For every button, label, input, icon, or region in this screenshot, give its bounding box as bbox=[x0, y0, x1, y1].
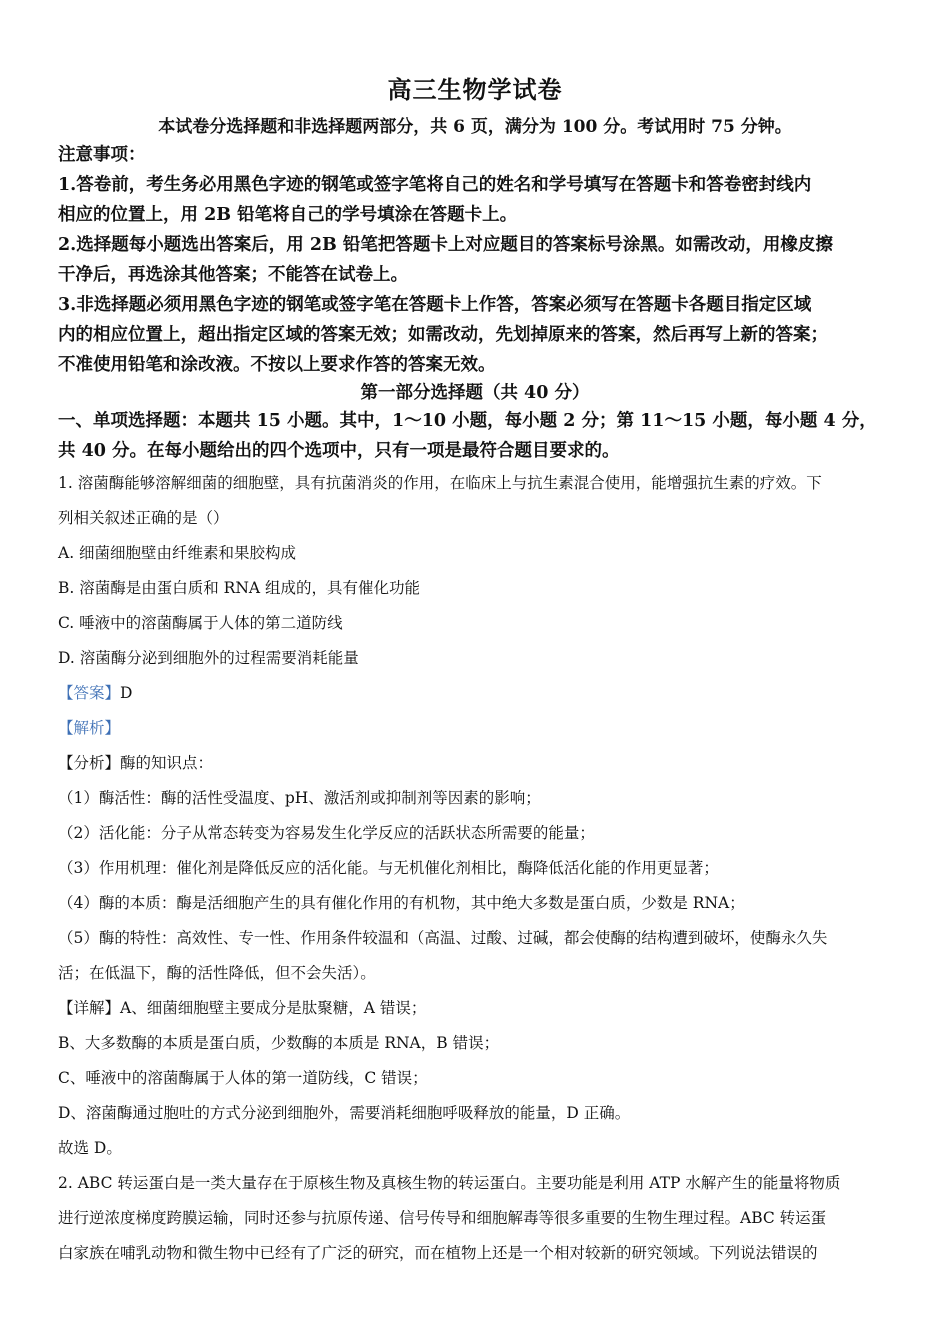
analysis-point: （4）酶的本质：酶是活细胞产生的具有催化作用的有机物，其中绝大多数是蛋白质，少数是 RNA； bbox=[58, 894, 745, 912]
notice-line: 干净后，再选涂其他答案；不能答在试卷上。 bbox=[58, 265, 408, 285]
notice-line: 相应的位置上，用 2B 铅笔将自己的学号填涂在答题卡上。 bbox=[58, 205, 518, 225]
analysis-point: （1）酶活性：酶的活性受温度、pH、激活剂或抑制剂等因素的影响； bbox=[58, 789, 541, 807]
question-stem: 白家族在哺乳动物和微生物中已经有了广泛的研究，而在植物上还是一个相对较新的研究领域。下列说法错误的 bbox=[58, 1244, 818, 1262]
notice-line: 2.选择题每小题选出答案后，用 2B 铅笔把答题卡上对应题目的答案标号涂黑。如需改动，用橡皮擦 bbox=[58, 235, 833, 255]
option-d: D. 溶菌酶分泌到细胞外的过程需要消耗能量 bbox=[58, 649, 359, 667]
analysis-tag: 【解析】 bbox=[58, 719, 121, 737]
notice-section bbox=[58, 140, 892, 380]
conclusion: 故选 D。 bbox=[58, 1139, 122, 1157]
answer-line bbox=[58, 676, 892, 711]
exam-page bbox=[58, 70, 892, 1271]
section-instruction: 一、单项选择题：本题共 15 小题。其中，1～10 小题，每小题 2 分；第 11～15 小题，每小题 4 分， bbox=[58, 411, 877, 431]
option-c: C. 唾液中的溶菌酶属于人体的第二道防线 bbox=[58, 614, 343, 632]
answer-tag: 【答案】 bbox=[58, 684, 121, 702]
notice-line: 不准使用铅笔和涂改液。不按以上要求作答的答案无效。 bbox=[58, 355, 496, 375]
analysis-point: 活；在低温下，酶的活性降低，但不会失活）。 bbox=[58, 964, 376, 982]
analysis-point: （5）酶的特性：高效性、专一性、作用条件较温和（高温、过酸、过碱，都会使酶的结构遭到破坏，使酶永久失 bbox=[58, 929, 828, 947]
analysis-point: （3）作用机理：催化剂是降低反应的活化能。与无机催化剂相比，酶降低活化能的作用更显著； bbox=[58, 859, 719, 877]
detail-d: D、溶菌酶通过胞吐的方式分泌到细胞外，需要消耗细胞呼吸释放的能量，D 正确。 bbox=[58, 1104, 631, 1122]
section-instruction: 共 40 分。在每小题给出的四个选项中，只有一项是最符合题目要求的。 bbox=[58, 441, 620, 461]
notice-line: 1.答卷前，考生务必用黑色字迹的钢笔或签字笔将自己的姓名和学号填写在答题卡和答卷密封线内 bbox=[58, 175, 812, 195]
detail-b: B、大多数酶的本质是蛋白质，少数酶的本质是 RNA，B 错误； bbox=[58, 1034, 500, 1052]
page-title: 高三生物学试卷 bbox=[387, 75, 563, 104]
analysis-point: （2）活化能：分子从常态转变为容易发生化学反应的活跃状态所需要的能量； bbox=[58, 824, 595, 842]
question-stem: 2. ABC 转运蛋白是一类大量存在于原核生物及真核生物的转运蛋白。主要功能是利用 ATP 水解产生的能量将物质 bbox=[58, 1174, 841, 1192]
question-1 bbox=[58, 466, 892, 1166]
part-heading: 第一部分选择题（共 40 分） bbox=[360, 383, 590, 403]
option-a: A. 细菌细胞壁由纤维素和果胶构成 bbox=[58, 544, 297, 562]
detail-c: C、唾液中的溶菌酶属于人体的第一道防线，C 错误； bbox=[58, 1069, 428, 1087]
detail-tag: 【详解】 bbox=[58, 999, 121, 1017]
question-stem: 列相关叙述正确的是（） bbox=[58, 509, 229, 527]
answer-value: D bbox=[120, 684, 133, 702]
detail-line bbox=[58, 991, 892, 1026]
option-b: B. 溶菌酶是由蛋白质和 RNA 组成的，具有催化功能 bbox=[58, 579, 421, 597]
exam-subtitle: 本试卷分选择题和非选择题两部分，共 6 页，满分为 100 分。考试用时 75 分钟。 bbox=[158, 117, 792, 137]
notice-line: 3.非选择题必须用黑色字迹的钢笔或签字笔在答题卡上作答，答案必须写在答题卡各题目指定区域 bbox=[58, 295, 812, 315]
detail-a: A、细菌细胞壁主要成分是肽聚糖，A 错误； bbox=[120, 999, 427, 1017]
notice-heading: 注意事项： bbox=[58, 145, 146, 165]
question-stem: 1. 溶菌酶能够溶解细菌的细胞壁，具有抗菌消炎的作用，在临床上与抗生素混合使用，能增强抗生素的疗效。下 bbox=[58, 474, 822, 492]
analysis-line bbox=[58, 746, 892, 781]
fenxi-tag: 【分析】 bbox=[58, 754, 121, 772]
fenxi-text: 酶的知识点： bbox=[120, 754, 214, 772]
question-stem: 进行逆浓度梯度跨膜运输，同时还参与抗原传递、信号传导和细胞解毒等很多重要的生物生理过程。ABC 转运蛋 bbox=[58, 1209, 827, 1227]
question-2 bbox=[58, 1166, 892, 1271]
notice-line: 内的相应位置上，超出指定区域的答案无效；如需改动，先划掉原来的答案，然后再写上新的答案； bbox=[58, 325, 828, 345]
